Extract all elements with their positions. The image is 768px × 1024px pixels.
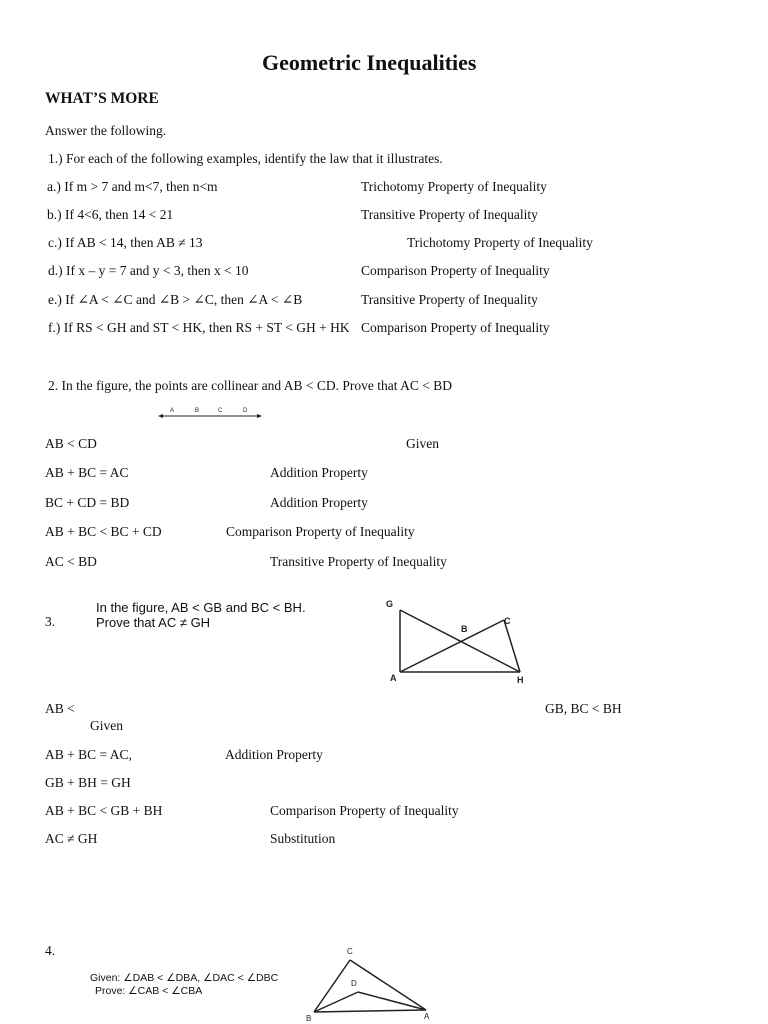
q3-reason-4: Comparison Property of Inequality [270,803,459,818]
q1-statement-f: f.) If RS < GH and ST < HK, then RS + ST < GH + HK [48,320,350,335]
q3-triangle-figure [380,596,540,692]
q1-answer-f: Comparison Property of Inequality [361,320,550,335]
q1-answer-d: Comparison Property of Inequality [361,263,550,278]
q3-reason-1: Given [90,718,123,733]
q2-reason-5: Transitive Property of Inequality [270,554,447,569]
q2-statement-1: AB < CD [45,436,97,451]
q2-statement-4: AB + BC < BC + CD [45,524,162,539]
q3-statement-1-right: GB, BC < BH [545,701,622,716]
q2-reason-2: Addition Property [270,465,368,480]
q2-statement-3: BC + CD = BD [45,495,130,510]
q3-figure-text-1: In the figure, AB < GB and BC < BH. [96,600,306,615]
q3-label-h: H [517,675,524,685]
section-heading: WHAT’S MORE [45,90,159,107]
q4-label-a: A [424,1012,430,1021]
q1-answer-e: Transitive Property of Inequality [361,292,538,307]
q4-label-d: D [351,979,357,988]
figure-label-d: D [243,408,248,414]
q3-label-c: C [504,616,511,626]
q2-reason-1: Given [406,436,439,451]
q3-statement-1-left: AB < [45,701,75,716]
q1-answer-a: Trichotomy Property of Inequality [361,179,547,194]
q4-label-b: B [306,1014,312,1023]
figure-label-b: B [195,408,200,414]
q2-statement-5: AC < BD [45,554,97,569]
q1-statement-a: a.) If m > 7 and m<7, then n<m [47,179,218,194]
q1-statement-e: e.) If ∠A < ∠C and ∠B > ∠C, then ∠A < ∠B [48,292,303,307]
q1-statement-c: c.) If AB < 14, then AB ≠ 13 [48,235,203,250]
q1-answer-c: Trichotomy Property of Inequality [407,235,593,250]
q3-figure-text-2: Prove that AC ≠ GH [96,615,211,630]
collinear-points-figure [158,406,262,420]
q3-statement-4: AB + BC < GB + BH [45,803,163,818]
q3-label-g: G [386,599,394,609]
q2-reason-4: Comparison Property of Inequality [226,524,415,539]
q3-statement-3: GB + BH = GH [45,775,131,790]
page-title: Geometric Inequalities [262,50,477,75]
q4-prove: Prove: ∠CAB < ∠CBA [95,985,203,997]
instructions: Answer the following. [45,123,167,138]
q3-label-b: B [461,624,468,634]
q1-statement-b: b.) If 4<6, then 14 < 21 [47,207,174,222]
figure-label-a: A [170,408,175,414]
q3-number: 3. [45,614,56,629]
q1-statement-d: d.) If x – y = 7 and y < 3, then x < 10 [48,263,249,278]
q4-label-c: C [347,947,353,956]
q4-given: Given: ∠DAB < ∠DBA, ∠DAC < ∠DBC [90,972,279,984]
q3-reason-2: Addition Property [225,747,323,762]
figure-label-c: C [218,408,223,414]
q3-label-a: A [390,673,397,683]
q3-statement-5: AC ≠ GH [45,831,98,846]
q3-reason-5: Substitution [270,831,336,846]
q2-statement-2: AB + BC = AC [45,465,129,480]
q4-triangle-figure [300,944,440,1022]
q2-reason-3: Addition Property [270,495,368,510]
q1-prompt: 1.) For each of the following examples, identify the law that it illustrates. [48,151,443,166]
q1-answer-b: Transitive Property of Inequality [361,207,538,222]
q3-statement-2: AB + BC = AC, [45,747,132,762]
q4-number: 4. [45,943,56,958]
q2-prompt: 2. In the figure, the points are collinear and AB < CD. Prove that AC < BD [48,378,453,393]
